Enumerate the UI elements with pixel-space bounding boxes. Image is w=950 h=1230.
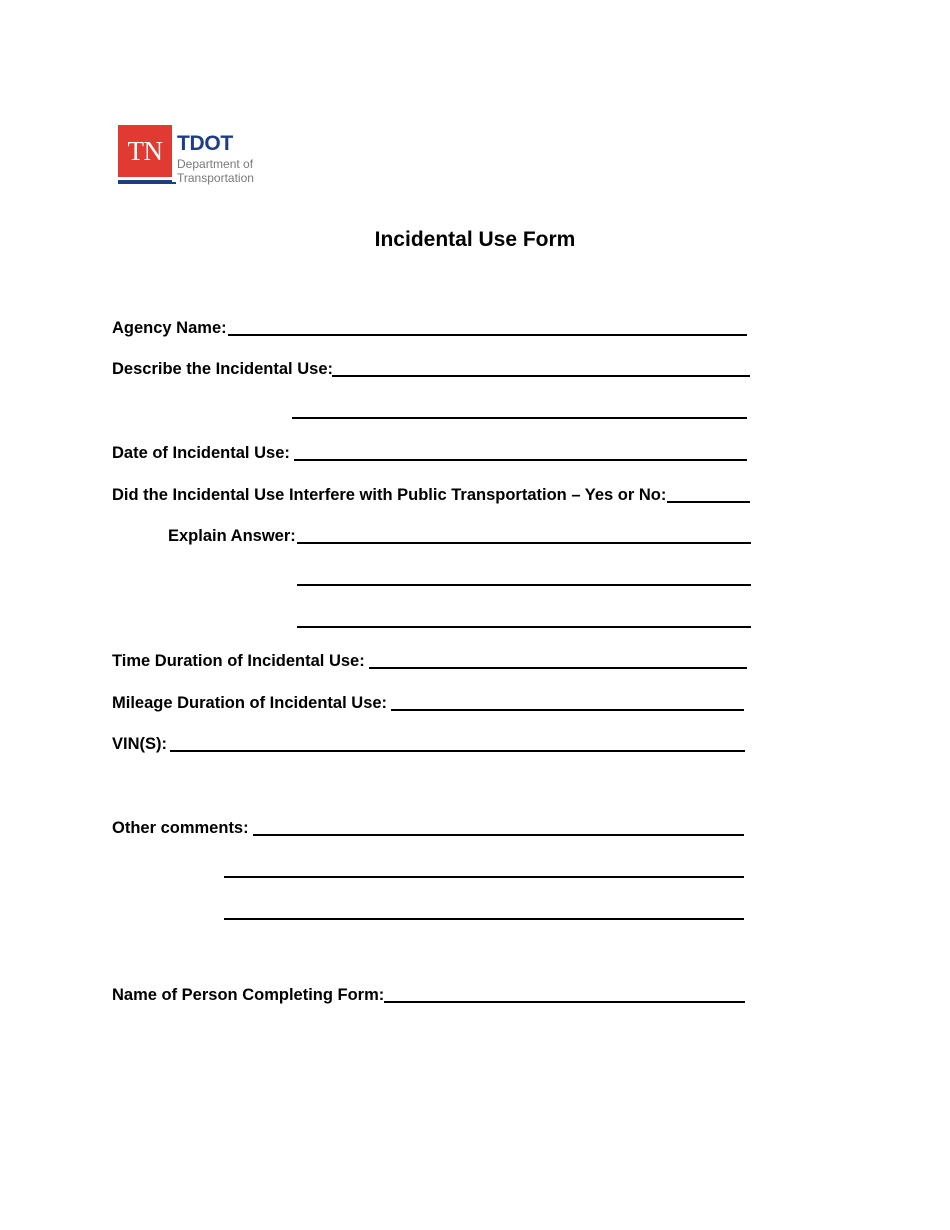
- vins-label: VIN(S):: [112, 735, 167, 753]
- interfere-yes-no-field[interactable]: [667, 501, 750, 503]
- logo-tdot-text: TDOT: [177, 132, 233, 155]
- person-name-label: Name of Person Completing Form:: [112, 986, 385, 1004]
- describe-use-label: Describe the Incidental Use:: [112, 360, 333, 378]
- agency-name-field[interactable]: [228, 334, 747, 336]
- time-duration-field[interactable]: [369, 667, 747, 669]
- other-comments-field-3[interactable]: [224, 918, 744, 920]
- date-of-use-label: Date of Incidental Use:: [112, 444, 290, 462]
- logo-department-text: [177, 157, 254, 185]
- other-comments-field-1[interactable]: [253, 834, 744, 836]
- agency-name-label: Agency Name:: [112, 319, 227, 337]
- other-comments-field-2[interactable]: [224, 876, 744, 878]
- logo-underline-bar: [118, 180, 172, 184]
- mileage-duration-label: Mileage Duration of Incidental Use:: [112, 694, 388, 712]
- tdot-logo: [118, 125, 278, 189]
- mileage-duration-field[interactable]: [391, 709, 744, 711]
- describe-use-field-1[interactable]: [332, 375, 750, 377]
- logo-tn-text: TN: [127, 135, 163, 166]
- interfere-question-label: Did the Incidental Use Interfere with Public Transportation – Yes or No:: [112, 486, 667, 504]
- vins-field[interactable]: [170, 750, 745, 752]
- describe-use-field-2[interactable]: [292, 417, 747, 419]
- explain-answer-field-3[interactable]: [297, 626, 751, 628]
- person-name-field[interactable]: [384, 1001, 745, 1003]
- time-duration-label: Time Duration of Incidental Use:: [112, 652, 365, 670]
- explain-answer-field-1[interactable]: [297, 542, 751, 544]
- logo-subtitle-line2: Transportation: [177, 171, 254, 185]
- date-of-use-field[interactable]: [294, 459, 747, 461]
- other-comments-label: Other comments:: [112, 819, 249, 837]
- logo-subtitle-line1: Department of: [177, 157, 254, 171]
- form-title: Incidental Use Form: [374, 228, 576, 251]
- tn-logo-mark: [118, 125, 172, 177]
- logo-underline-bar-ext: [172, 182, 176, 184]
- explain-answer-label: Explain Answer:: [168, 527, 296, 545]
- explain-answer-field-2[interactable]: [297, 584, 751, 586]
